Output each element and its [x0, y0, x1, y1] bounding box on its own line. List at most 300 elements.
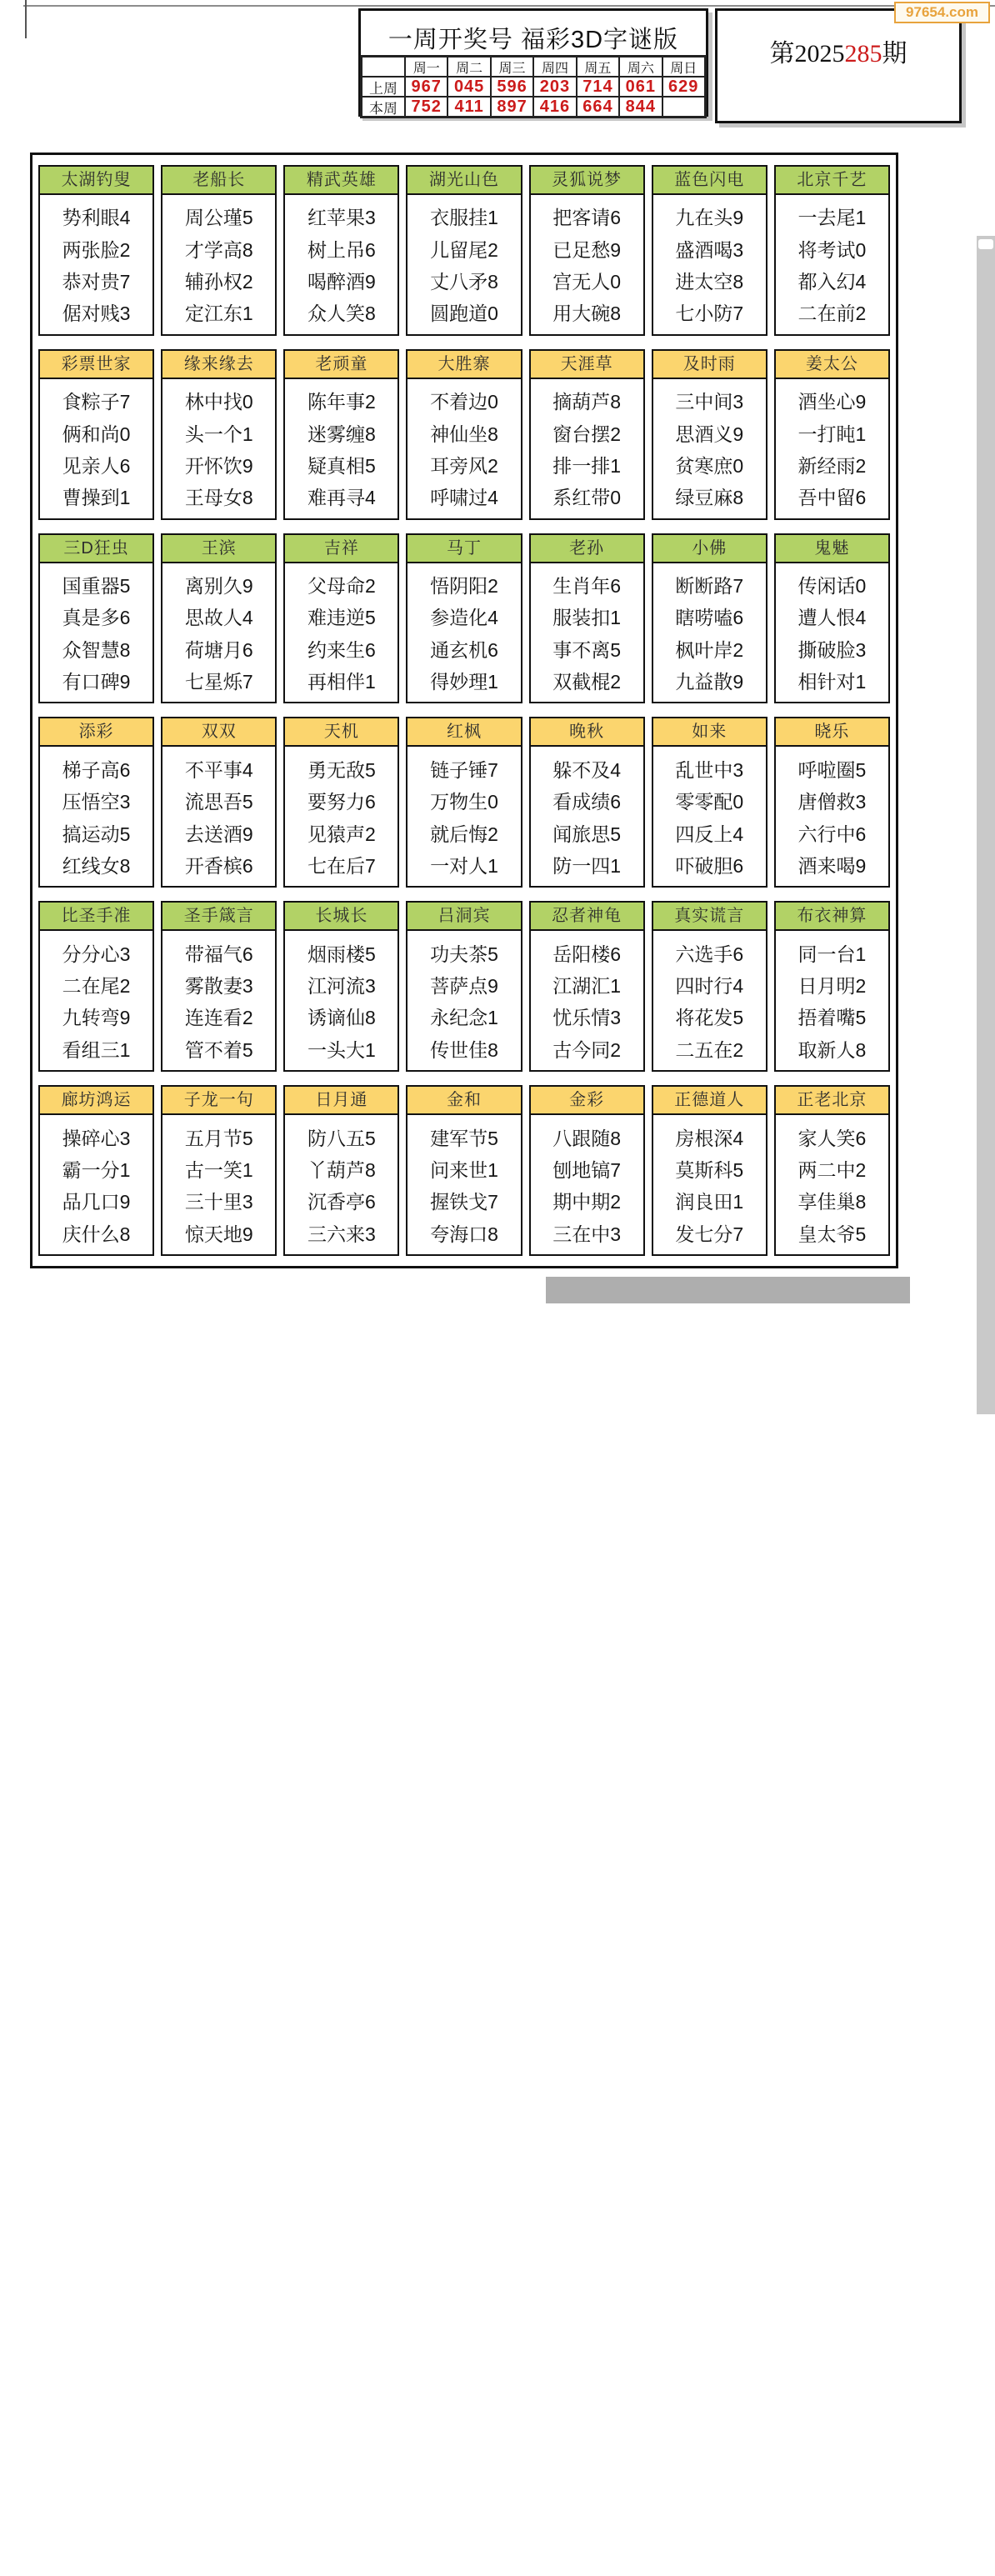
riddle-line: 众智慧8 [62, 638, 131, 661]
riddle-card [406, 1085, 522, 1256]
riddle-card [774, 349, 890, 520]
riddle-line: 一头大1 [307, 1038, 376, 1061]
riddle-card [652, 533, 768, 704]
riddle-card [406, 533, 522, 704]
riddle-line: 三在中3 [552, 1223, 622, 1245]
riddle-line: 离别久9 [184, 575, 253, 598]
scrollbar-thumb[interactable] [978, 239, 993, 249]
card-body [408, 1115, 520, 1254]
riddle-line: 生肖年6 [552, 575, 622, 598]
riddle-line: 衣服挂1 [430, 207, 498, 229]
riddle-line: 问来世1 [430, 1158, 498, 1181]
riddle-board [30, 153, 898, 1268]
riddle-line: 迷雾缠8 [307, 423, 376, 445]
riddle-line: 难违逆5 [307, 607, 376, 629]
card-body [285, 379, 398, 518]
riddle-line: 九在头9 [675, 207, 744, 229]
card-title: 及时雨 [653, 351, 766, 379]
riddle-line: 二在尾2 [62, 975, 131, 998]
riddle-line: 儿留尾2 [430, 238, 498, 261]
card-body [285, 195, 398, 334]
riddle-line: 建军节5 [430, 1127, 498, 1149]
riddle-line: 分分心3 [62, 943, 131, 965]
week-row-label: 本周 [362, 97, 405, 117]
riddle-line: 国重器5 [62, 575, 131, 598]
riddle-line: 枫叶岸2 [675, 638, 744, 661]
riddle-line: 刨地镐7 [552, 1158, 622, 1181]
card-body [776, 747, 888, 886]
riddle-card [283, 1085, 399, 1256]
riddle-line: 沉香亭6 [307, 1191, 376, 1213]
riddle-line: 盛酒喝3 [675, 238, 744, 261]
card-title: 真实谎言 [653, 903, 766, 931]
riddle-line: 七在后7 [307, 854, 376, 877]
riddle-line: 润良田1 [675, 1191, 744, 1213]
card-body [162, 379, 275, 518]
riddle-line: 发七分7 [675, 1223, 744, 1245]
card-body [408, 379, 520, 518]
riddle-line: 通玄机6 [430, 638, 498, 661]
riddle-line: 丈八矛8 [430, 271, 498, 293]
riddle-line: 定江东1 [184, 303, 253, 325]
card-title: 太湖钓叟 [40, 167, 152, 195]
riddle-line: 连连看2 [184, 1007, 253, 1029]
card-title: 三D狂虫 [40, 535, 152, 563]
riddle-line: 酒来喝9 [798, 854, 867, 877]
card-body [653, 931, 766, 1070]
card-title: 金和 [408, 1087, 520, 1115]
riddle-line: 头一个1 [184, 423, 253, 445]
riddle-line: 吓破胆6 [675, 854, 744, 877]
scrollbar[interactable] [977, 236, 995, 1414]
day-header: 周六 [619, 57, 662, 77]
riddle-line: 就后悔2 [430, 823, 498, 845]
riddle-line: 新经雨2 [798, 454, 867, 477]
draw-number: 967 [405, 77, 448, 97]
riddle-card [529, 717, 645, 888]
draw-number [662, 97, 705, 117]
riddle-line: 皇太爷5 [798, 1223, 867, 1245]
card-title: 彩票世家 [40, 351, 152, 379]
riddle-line: 神仙坐8 [430, 423, 498, 445]
riddle-card [774, 165, 890, 336]
riddle-line: 九益散9 [675, 671, 744, 693]
riddle-card [161, 533, 277, 704]
riddle-card [283, 901, 399, 1072]
riddle-line: 约来生6 [307, 638, 376, 661]
card-title: 子龙一句 [162, 1087, 275, 1115]
card-body [653, 563, 766, 703]
riddle-card [38, 717, 154, 888]
riddle-line: 三中间3 [675, 391, 744, 413]
draw-number: 752 [405, 97, 448, 117]
card-grid [38, 165, 890, 1256]
riddle-line: 链子锤7 [430, 758, 498, 781]
riddle-line: 菩萨点9 [430, 975, 498, 998]
riddle-card [283, 717, 399, 888]
card-body [776, 563, 888, 703]
card-title: 马丁 [408, 535, 520, 563]
riddle-line: 不着边0 [430, 391, 498, 413]
riddle-line: 霸一分1 [62, 1158, 131, 1181]
riddle-line: 两二中2 [798, 1158, 867, 1181]
card-title: 蓝色闪电 [653, 167, 766, 195]
riddle-line: 才学高8 [184, 238, 253, 261]
riddle-line: 搞运动5 [62, 823, 131, 845]
day-header: 周二 [448, 57, 490, 77]
riddle-card [38, 165, 154, 336]
card-body [776, 379, 888, 518]
riddle-line: 二在前2 [798, 303, 867, 325]
card-title: 长城长 [285, 903, 398, 931]
issue-number-box [715, 8, 962, 123]
riddle-line: 八跟随8 [552, 1127, 622, 1149]
riddle-line: 撕破脸3 [798, 638, 867, 661]
riddle-line: 排一排1 [552, 454, 622, 477]
riddle-line: 躲不及4 [552, 758, 622, 781]
riddle-line: 永纪念1 [430, 1007, 498, 1029]
card-title: 忍者神龟 [531, 903, 643, 931]
riddle-card [529, 901, 645, 1072]
riddle-card [38, 1085, 154, 1256]
card-body [408, 747, 520, 886]
card-body [408, 931, 520, 1070]
card-title: 廊坊鸿运 [40, 1087, 152, 1115]
card-body [531, 563, 643, 703]
riddle-line: 断断路7 [675, 575, 744, 598]
card-body [40, 1115, 152, 1254]
riddle-line: 树上吊6 [307, 238, 376, 261]
riddle-line: 庆什么8 [62, 1223, 131, 1245]
riddle-line: 操碎心3 [62, 1127, 131, 1149]
riddle-line: 乱世中3 [675, 758, 744, 781]
card-title: 天涯草 [531, 351, 643, 379]
card-body [162, 1115, 275, 1254]
card-title: 晓乐 [776, 718, 888, 747]
riddle-line: 万物生0 [430, 791, 498, 813]
riddle-line: 圆跑道0 [430, 303, 498, 325]
day-header: 周四 [533, 57, 576, 77]
riddle-line: 父母命2 [307, 575, 376, 598]
riddle-line: 功夫茶5 [430, 943, 498, 965]
card-body [531, 747, 643, 886]
card-body [408, 563, 520, 703]
riddle-line: 日月明2 [798, 975, 867, 998]
draw-number: 664 [577, 97, 619, 117]
riddle-line: 曹操到1 [62, 487, 131, 509]
riddle-card [406, 901, 522, 1072]
riddle-card [774, 1085, 890, 1256]
riddle-line: 周公瑾5 [184, 207, 253, 229]
riddle-line: 防一四1 [552, 854, 622, 877]
riddle-line: 辅孙权2 [184, 271, 253, 293]
riddle-card [161, 1085, 277, 1256]
riddle-line: 呼啦圈5 [798, 758, 867, 781]
card-body [285, 931, 398, 1070]
card-body [776, 931, 888, 1070]
riddle-line: 江河流3 [307, 975, 376, 998]
site-watermark[interactable]: 97654.com [894, 2, 990, 23]
card-title: 姜太公 [776, 351, 888, 379]
riddle-card [774, 533, 890, 704]
riddle-line: 一打盹1 [798, 423, 867, 445]
card-title: 精武英雄 [285, 167, 398, 195]
riddle-line: 惊天地9 [184, 1223, 253, 1245]
card-body [40, 379, 152, 518]
riddle-line: 流思吾5 [184, 791, 253, 813]
riddle-line: 三六来3 [307, 1223, 376, 1245]
card-title: 北京千艺 [776, 167, 888, 195]
riddle-card [652, 349, 768, 520]
riddle-line: 参造化4 [430, 607, 498, 629]
riddle-card [161, 349, 277, 520]
card-body [40, 563, 152, 703]
riddle-line: 江湖汇1 [552, 975, 622, 998]
riddle-card [283, 533, 399, 704]
riddle-line: 捂着嘴5 [798, 1007, 867, 1029]
riddle-line: 岳阳楼6 [552, 943, 622, 965]
riddle-line: 相针对1 [798, 671, 867, 693]
card-title: 日月通 [285, 1087, 398, 1115]
riddle-line: 二五在2 [675, 1038, 744, 1061]
card-title: 布衣神算 [776, 903, 888, 931]
riddle-line: 服装扣1 [552, 607, 622, 629]
riddle-line: 要努力6 [307, 791, 376, 813]
page-left-tick [25, 0, 27, 38]
draw-number: 714 [577, 77, 619, 97]
riddle-card [652, 717, 768, 888]
card-title: 红枫 [408, 718, 520, 747]
riddle-line: 已足愁9 [552, 238, 622, 261]
riddle-card [161, 717, 277, 888]
card-title: 双双 [162, 718, 275, 747]
footer-bar [546, 1277, 910, 1303]
card-title: 鬼魅 [776, 535, 888, 563]
draw-number: 844 [619, 97, 662, 117]
riddle-card [652, 165, 768, 336]
riddle-line: 丫葫芦8 [307, 1158, 376, 1181]
riddle-line: 耳旁风2 [430, 454, 498, 477]
riddle-line: 疑真相5 [307, 454, 376, 477]
riddle-line: 用大碗8 [552, 303, 622, 325]
riddle-line: 思酒义9 [675, 423, 744, 445]
card-title: 添彩 [40, 718, 152, 747]
riddle-line: 有口碑9 [62, 671, 131, 693]
riddle-line: 压悟空3 [62, 791, 131, 813]
card-title: 湖光山色 [408, 167, 520, 195]
card-title: 圣手箴言 [162, 903, 275, 931]
riddle-line: 林中找0 [184, 391, 253, 413]
riddle-line: 将考试0 [798, 238, 867, 261]
card-title: 老船长 [162, 167, 275, 195]
riddle-line: 两张脸2 [62, 238, 131, 261]
riddle-card [652, 1085, 768, 1256]
riddle-line: 握铁戈7 [430, 1191, 498, 1213]
riddle-line: 将花发5 [675, 1007, 744, 1029]
corner-cell [362, 57, 405, 77]
riddle-line: 一去尾1 [798, 207, 867, 229]
riddle-line: 进太空8 [675, 271, 744, 293]
card-title: 灵狐说梦 [531, 167, 643, 195]
riddle-line: 喝醉酒9 [307, 271, 376, 293]
riddle-card [774, 901, 890, 1072]
card-title: 吉祥 [285, 535, 398, 563]
riddle-line: 九转弯9 [62, 1007, 131, 1029]
riddle-line: 见亲人6 [62, 454, 131, 477]
riddle-line: 真是多6 [62, 607, 131, 629]
riddle-line: 七星烁7 [184, 671, 253, 693]
riddle-line: 忧乐情3 [552, 1007, 622, 1029]
riddle-card [283, 349, 399, 520]
card-body [653, 1115, 766, 1254]
riddle-card [529, 165, 645, 336]
riddle-line: 取新人8 [798, 1038, 867, 1061]
riddle-card [161, 901, 277, 1072]
riddle-line: 红苹果3 [307, 207, 376, 229]
card-title: 正老北京 [776, 1087, 888, 1115]
card-body [40, 931, 152, 1070]
riddle-line: 红线女8 [62, 854, 131, 877]
draw-number: 203 [533, 77, 576, 97]
card-body [653, 379, 766, 518]
card-body [531, 195, 643, 334]
riddle-line: 去送酒9 [184, 823, 253, 845]
card-title: 老顽童 [285, 351, 398, 379]
draw-number: 061 [619, 77, 662, 97]
riddle-card [38, 349, 154, 520]
card-title: 小佛 [653, 535, 766, 563]
riddle-line: 一对人1 [430, 854, 498, 877]
riddle-line: 吾中留6 [798, 487, 867, 509]
card-title: 吕洞宾 [408, 903, 520, 931]
riddle-card [774, 717, 890, 888]
riddle-line: 宫无人0 [552, 271, 622, 293]
riddle-line: 开香槟6 [184, 854, 253, 877]
draw-number: 411 [448, 97, 490, 117]
riddle-line: 双截棍2 [552, 671, 622, 693]
card-title: 缘来缘去 [162, 351, 275, 379]
card-title: 王滨 [162, 535, 275, 563]
riddle-line: 梯子高6 [62, 758, 131, 781]
day-header: 周日 [662, 57, 705, 77]
card-body [531, 379, 643, 518]
day-header: 周三 [491, 57, 533, 77]
riddle-line: 烟雨楼5 [307, 943, 376, 965]
week-row-label: 上周 [362, 77, 405, 97]
riddle-line: 开怀饮9 [184, 454, 253, 477]
riddle-line: 系红带0 [552, 487, 622, 509]
card-body [531, 931, 643, 1070]
riddle-line: 品几口9 [62, 1191, 131, 1213]
card-body [285, 747, 398, 886]
riddle-line: 雾散妻3 [184, 975, 253, 998]
card-body [162, 931, 275, 1070]
draw-number: 416 [533, 97, 576, 117]
card-body [653, 195, 766, 334]
issue-prefix: 第 [769, 40, 795, 68]
riddle-card [529, 349, 645, 520]
riddle-line: 陈年事2 [307, 391, 376, 413]
riddle-line: 莫斯科5 [675, 1158, 744, 1181]
riddle-line: 思故人4 [184, 607, 253, 629]
riddle-line: 七小防7 [675, 303, 744, 325]
riddle-line: 荷塘月6 [184, 638, 253, 661]
card-title: 大胜寨 [408, 351, 520, 379]
riddle-card [406, 717, 522, 888]
card-body [162, 563, 275, 703]
riddle-card [283, 165, 399, 336]
card-title: 老孙 [531, 535, 643, 563]
riddle-line: 闻旅思5 [552, 823, 622, 845]
riddle-line: 绿豆麻8 [675, 487, 744, 509]
card-title: 正德道人 [653, 1087, 766, 1115]
riddle-line: 见猿声2 [307, 823, 376, 845]
riddle-card [406, 349, 522, 520]
riddle-line: 零零配0 [675, 791, 744, 813]
riddle-line: 传闲话0 [798, 575, 867, 598]
riddle-line: 再相伴1 [307, 671, 376, 693]
card-body [776, 195, 888, 334]
day-header: 周五 [577, 57, 619, 77]
riddle-line: 古今同2 [552, 1038, 622, 1061]
card-title: 金彩 [531, 1087, 643, 1115]
riddle-line: 勇无敌5 [307, 758, 376, 781]
riddle-line: 三十里3 [184, 1191, 253, 1213]
riddle-line: 遭人恨4 [798, 607, 867, 629]
riddle-line: 带福气6 [184, 943, 253, 965]
day-header: 周一 [405, 57, 448, 77]
riddle-line: 防八五5 [307, 1127, 376, 1149]
issue-number: 285 [844, 40, 882, 68]
riddle-line: 传世佳8 [430, 1038, 498, 1061]
riddle-line: 同一台1 [798, 943, 867, 965]
riddle-line: 众人笑8 [307, 303, 376, 325]
riddle-line: 夸海口8 [430, 1223, 498, 1245]
draw-number: 897 [491, 97, 533, 117]
card-body [162, 195, 275, 334]
card-body [776, 1115, 888, 1254]
page-top-divider [23, 5, 995, 7]
riddle-line: 恭对贵7 [62, 271, 131, 293]
card-body [285, 1115, 398, 1254]
riddle-card [529, 1085, 645, 1256]
riddle-line: 享佳巢8 [798, 1191, 867, 1213]
riddle-line: 期中期2 [552, 1191, 622, 1213]
draw-number: 629 [662, 77, 705, 97]
riddle-line: 家人笑6 [798, 1127, 867, 1149]
riddle-line: 酒坐心9 [798, 391, 867, 413]
riddle-line: 窗台摆2 [552, 423, 622, 445]
card-body [40, 195, 152, 334]
card-title: 比圣手准 [40, 903, 152, 931]
riddle-line: 俩和尚0 [62, 423, 131, 445]
riddle-line: 看组三1 [62, 1038, 131, 1061]
card-title: 晚秋 [531, 718, 643, 747]
riddle-line: 倨对贱3 [62, 303, 131, 325]
riddle-line: 四反上4 [675, 823, 744, 845]
riddle-line: 难再寻4 [307, 487, 376, 509]
riddle-line: 都入幻4 [798, 271, 867, 293]
card-body [408, 195, 520, 334]
card-body [653, 747, 766, 886]
issue-year: 2025 [794, 40, 845, 68]
riddle-card [529, 533, 645, 704]
page-title: 一周开奖号 福彩3D字谜版 [388, 27, 679, 53]
riddle-line: 古一笑1 [184, 1158, 253, 1181]
draw-number: 596 [491, 77, 533, 97]
riddle-line: 看成绩6 [552, 791, 622, 813]
riddle-line: 瞎唠嗑6 [675, 607, 744, 629]
